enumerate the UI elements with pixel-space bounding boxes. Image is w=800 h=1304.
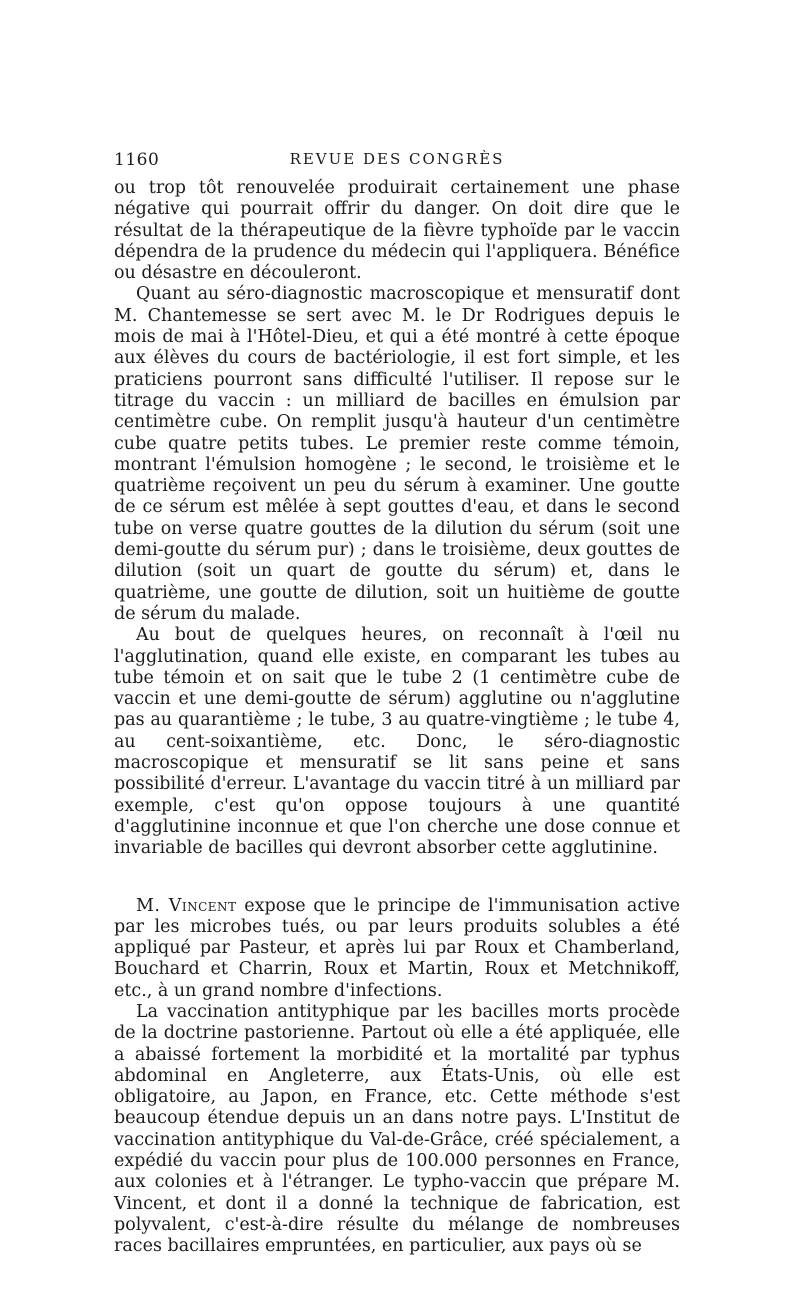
running-title: REVUE DES CONGRÈS [289,150,505,168]
speaker-name: M. Vincent [136,895,237,916]
page-header [114,144,680,178]
paragraph-continuation: ou trop tôt renouvelée produirait certainement une phase négative qui pourrait offrir du danger. On doit dire que le résultat de la thérapeutique de la fièvre typhoïde par le vaccin dépendra de la prudence du médecin qui l'appliquera. Bénéfice ou désastre en découleront. [114,178,680,284]
paragraph-agglutination: Au bout de quelques heures, on reconnaît à l'œil nu l'agglutination, quand elle existe, en comparant les tubes au tube témoin et on sait que le tube 2 (1 centimètre cube de vaccin et une demi-goutte de sérum) agglutine ou n'agglutine pas au quarantième ; le tube, 3 au quatre-vingtième ; le tube 4, au cent-soixantième, etc. Donc, le séro-diagnostic macroscopique et mensuratif se lit sans peine et sans possibilité d'erreur. L'avantage du vaccin titré à un milliard par exemple, c'est qu'on oppose toujours à une quantité d'agglutinine inconnue et que l'on cherche une dose connue et invariable de bacilles qui devront absorber cette agglutinine. [114,625,680,859]
page-number: 1160 [114,150,160,170]
document-page [114,144,680,1258]
paragraph-serodiagnostic: Quant au séro-diagnostic macroscopique et mensuratif dont M. Chantemesse se sert avec M. le Dr Rodrigues depuis le mois de mai à l'Hôtel-Dieu, et qui a été montré à cette époque aux élèves du cours de bactériologie, il est fort simple, et les praticiens pourront sans difficulté l'utiliser. Il repose sur le titrage du vaccin : un milliard de bacilles en émulsion par centimètre cube. On remplit jusqu'à hauteur d'un centimètre cube quatre petits tubes. Le premier reste comme témoin, montrant l'émulsion homogène ; le second, le troisième et le quatrième reçoivent un peu du sérum à examiner. Une goutte de ce sérum est mêlée à sept gouttes d'eau, et dans le second tube on verse quatre gouttes de la dilution du sérum (soit une demi-goutte du sérum pur) ; dans le troisième, deux gouttes de dilution (soit un quart de goutte du sérum) et, dans le quatrième, une goutte de dilution, soit un huitième de goutte de sérum du malade. [114,284,680,624]
paragraph-vincent-intro [114,896,680,1002]
paragraph-vincent-text: expose que le principe de l'immunisation active par les microbes tués, ou par leurs produits solubles a été appliqué par Pasteur, et après lui par Roux et Chamberland, Bouchard et Charrin, Roux et Martin, Roux et Metchnikoff, etc., à un grand nombre d'infections. [114,895,680,1001]
section-break [114,860,680,896]
paragraph-vaccination: La vaccination antityphique par les bacilles morts procède de la doctrine pastorienne. Partout où elle a été appliquée, elle a abaissé fortement la morbidité et la mortalité par typhus abdominal en Angleterre, aux États-Unis, où elle est obligatoire, au Japon, en France, etc. Cette méthode s'est beaucoup étendue depuis un an dans notre pays. L'Institut de vaccination antityphique du Val-de-Grâce, créé spécialement, a expédié du vaccin pour plus de 100.000 personnes en France, aux colonies et à l'étranger. Le typho-vaccin que prépare M. Vincent, et dont il a donné la technique de fabrication, est polyvalent, c'est-à-dire résulte du mélange de nombreuses races bacillaires empruntées, en particulier, aux pays où se [114,1001,680,1257]
body-text [114,178,680,1258]
